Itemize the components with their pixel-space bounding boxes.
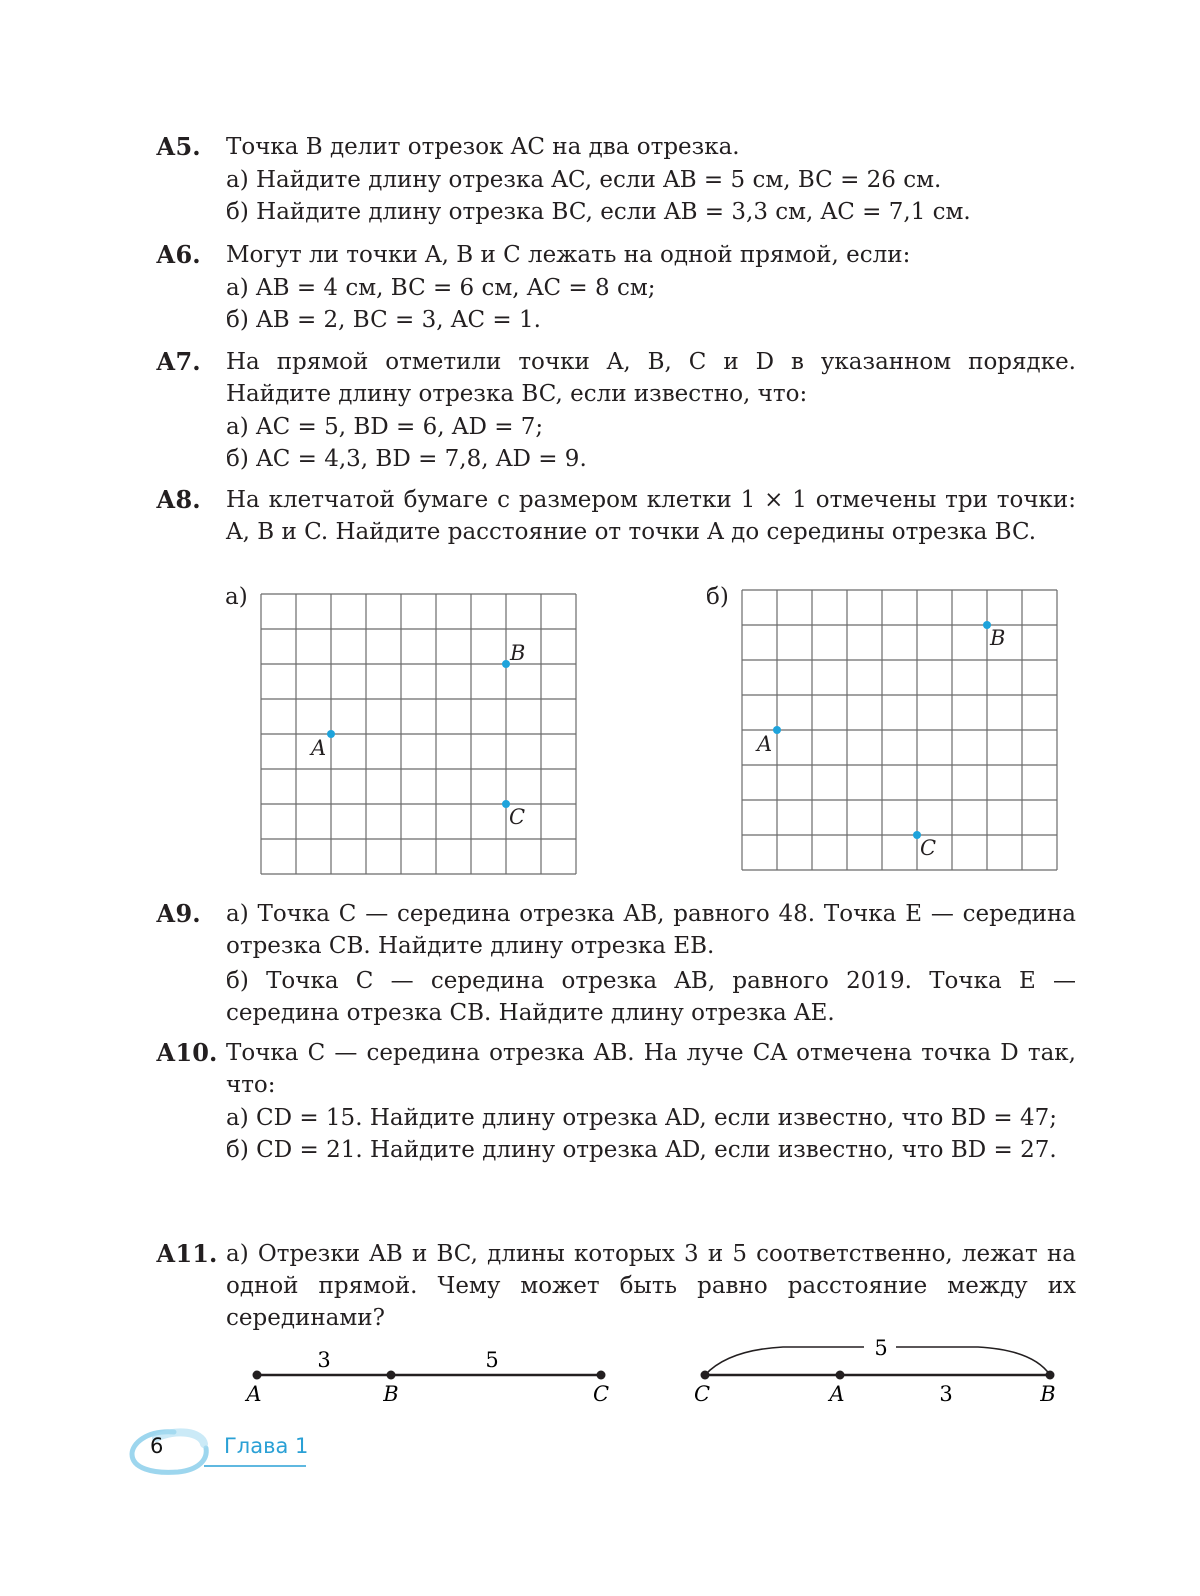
problem-intro: Точка B делит отрезок AC на два отрезка. [226, 134, 740, 160]
point-label: A [246, 1382, 262, 1406]
subproblem-a: а) AB = 4 см, BC = 6 см, AC = 8 см; [226, 275, 656, 301]
segment-point [597, 1371, 606, 1380]
subproblem-a: а) CD = 15. Найдите длину отрезка AD, если известно, что BD = 47; [226, 1105, 1057, 1131]
segment-diagram-right [688, 1335, 1068, 1410]
segment-length-label: 3 [939, 1382, 953, 1406]
grid-figure-a [255, 588, 590, 884]
problem-intro: Могут ли точки A, B и C лежать на одной прямой, если: [226, 242, 911, 268]
problem-a6 [156, 239, 1076, 336]
segment-length-label: 3 [317, 1348, 331, 1372]
problem-a9 [156, 898, 1076, 1029]
segment-point [387, 1371, 396, 1380]
grid-point-label-c: C [509, 805, 526, 829]
problem-a10 [156, 1037, 1076, 1166]
segment-point [253, 1371, 262, 1380]
segment-point [1046, 1371, 1055, 1380]
subproblem-a: а) Отрезки AB и BC, длины которых 3 и 5 соответственно, лежат на одной прямой. Чему может быть равно расстояние между их серединами? [226, 1241, 1076, 1331]
grid-point-b [502, 660, 510, 668]
problem-intro: Точка C — середина отрезка AB. На луче CA отмечена точка D так, что: [226, 1040, 1076, 1098]
grid-point-a [327, 730, 335, 738]
subproblem-a: а) AC = 5, BD = 6, AD = 7; [226, 414, 544, 440]
problem-number: А8. [156, 485, 201, 514]
grid-figure-b [736, 584, 1071, 880]
segment-length-label: 5 [874, 1336, 888, 1360]
subproblem-b: б) Найдите длину отрезка BC, если AB = 3,3 см, AC = 7,1 см. [226, 199, 971, 225]
segment-point [701, 1371, 710, 1380]
grid-label-a: а) [225, 584, 248, 610]
grid-point-a [773, 726, 781, 734]
problem-number: А10. [156, 1038, 218, 1067]
subproblem-a: а) Точка C — середина отрезка AB, равного 48. Точка E — середина отрезка CB. Найдите длину отрезка EB. [226, 901, 1076, 959]
grid-label-b: б) [706, 584, 729, 610]
subproblem-b: б) CD = 21. Найдите длину отрезка AD, если известно, что BD = 27. [226, 1137, 1057, 1163]
subproblem-a: а) Найдите длину отрезка AC, если AB = 5 см, BC = 26 см. [226, 167, 942, 193]
point-label: B [1040, 1382, 1056, 1406]
segment-diagram-left [240, 1340, 620, 1410]
grid-point-label-c: C [920, 836, 937, 860]
page-number: 6 [150, 1434, 164, 1458]
subproblem-b: б) Точка C — середина отрезка AB, равного 2019. Точка E — середина отрезка CB. Найдите длину отрезка AE. [226, 968, 1076, 1026]
grid-point-label-a: A [757, 732, 773, 756]
point-label: A [829, 1382, 845, 1406]
arc [896, 1347, 1050, 1375]
point-label: B [383, 1382, 399, 1406]
problem-a8 [156, 484, 1076, 548]
problem-number: А5. [156, 132, 201, 161]
point-label: C [693, 1382, 711, 1406]
problem-number: А11. [156, 1239, 218, 1268]
problem-a11 [156, 1238, 1076, 1334]
problem-intro: На прямой отметили точки A, B, C и D в указанном порядке. Найдите длину отрезка BC, если известно, что: [226, 349, 1076, 407]
chapter-label: Глава 1 [224, 1434, 309, 1458]
problem-intro: На клетчатой бумаге с размером клетки 1 × 1 отмечены три точки: A, B и C. Найдите расстояние от точки A до середины отрезка BC. [226, 487, 1076, 545]
segment-point [836, 1371, 845, 1380]
problem-a5 [156, 131, 1076, 228]
subproblem-b: б) AB = 2, BC = 3, AC = 1. [226, 307, 541, 333]
grid-point-label-b: B [990, 626, 1006, 650]
grid-point-label-a: A [311, 736, 327, 760]
problem-number: А6. [156, 240, 201, 269]
grid-point-label-b: B [510, 641, 526, 665]
problem-number: А9. [156, 899, 201, 928]
subproblem-b: б) AC = 4,3, BD = 7,8, AD = 9. [226, 446, 587, 472]
problem-a7 [156, 346, 1076, 475]
point-label: C [592, 1382, 610, 1406]
segment-length-label: 5 [485, 1348, 499, 1372]
problem-number: А7. [156, 347, 201, 376]
